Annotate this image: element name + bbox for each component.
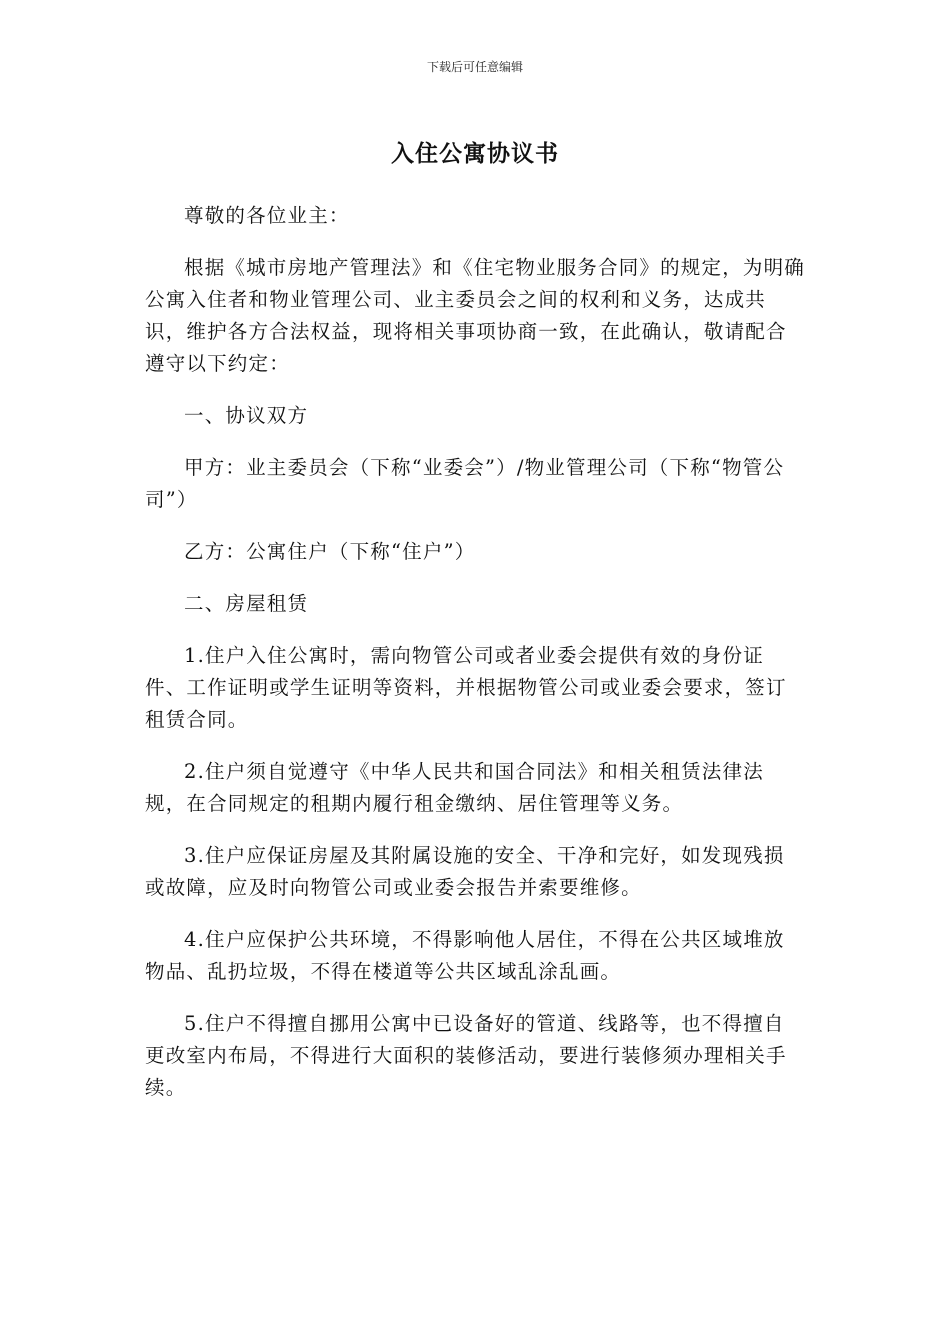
download-note: 下载后可任意编辑 [426, 60, 523, 74]
intro-paragraph: 根据《城市房地产管理法》和《住宅物业服务合同》的规定，为明确公寓入住者和物业管理公司、业主委员会之间的权利和义务，达成共识，维护各方合法权益，现将相关事项协商一致，在此确认，敬请配合遵守以下约定： [145, 256, 806, 375]
clause-3: 3.住户应保证房屋及其附属设施的安全、干净和完好，如发现残损或故障，应及时向物管公司或业委会报告并索要维修。 [145, 844, 785, 899]
section-heading-parties: 一、协议双方 [184, 404, 309, 427]
section-heading-rental: 二、房屋租赁 [184, 592, 309, 615]
clause-2: 2.住户须自觉遵守《中华人民共和国合同法》和相关租赁法律法规，在合同规定的租期内履行租金缴纳、居住管理等义务。 [145, 760, 764, 815]
document-title: 入住公寓协议书 [391, 141, 559, 167]
salutation: 尊敬的各位业主： [184, 204, 350, 227]
clause-1: 1.住户入住公寓时，需向物管公司或者业委会提供有效的身份证件、工作证明或学生证明等资料，并根据物管公司或业委会要求，签订租赁合同。 [145, 644, 787, 731]
party-b: 乙方：公寓住户（下称“住户”） [184, 540, 476, 563]
party-a: 甲方：业主委员会（下称“业委会”）/物业管理公司（下称“物管公司”） [145, 456, 785, 511]
document-body [145, 200, 805, 1124]
clause-4: 4.住户应保护公共环境，不得影响他人居住，不得在公共区域堆放物品、乱扔垃圾，不得在楼道等公共区域乱涂乱画。 [145, 928, 785, 983]
clause-5: 5.住户不得擅自挪用公寓中已设备好的管道、线路等，也不得擅自更改室内布局，不得进行大面积的装修活动，要进行装修须办理相关手续。 [145, 1012, 787, 1099]
